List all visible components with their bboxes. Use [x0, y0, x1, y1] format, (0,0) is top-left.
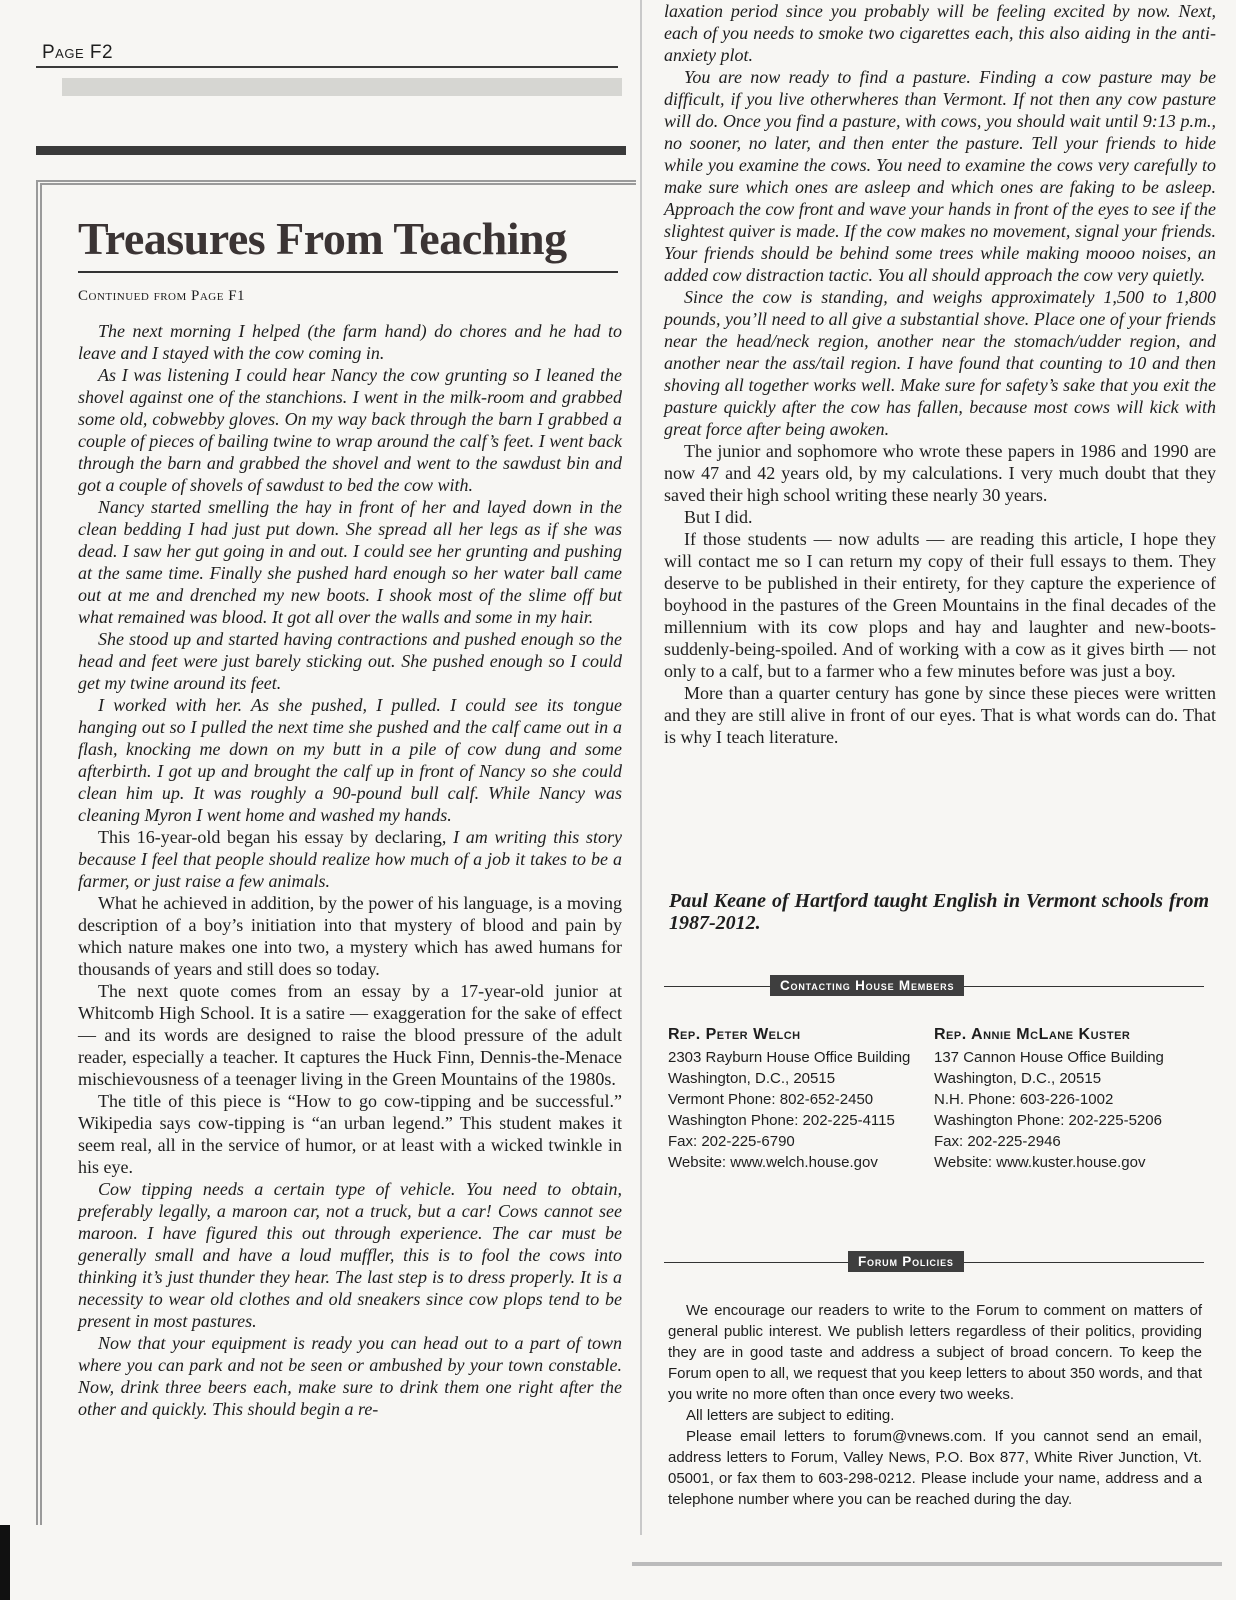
article-paragraph: As I was listening I could hear Nancy the cow grunting so I leaned the shovel against one of the stanchions. I went in the milk-room and grabbed some old, cobwebby gloves. On my way back through the barn I grabbed a couple of pieces of bailing twine to wrap around the calf’s feet. I went back through the barn and grabbed the shovel and went to the sawdust bin and got a couple of shovels of sawdust to bed the cow with.	[78, 365, 622, 495]
article-paragraph: Now that your equipment is ready you can head out to a part of town where you can park and not be seen or ambushed by your town constable. Now, drink three beers each, make sure to drink them one right after the other and quickly. This should begin a re-	[78, 1333, 622, 1419]
contact-line: 137 Cannon House Office Building	[934, 1049, 1164, 1066]
page-label: Page F2	[42, 42, 114, 63]
bleed-through-band	[62, 78, 622, 96]
article-paragraph: If those students — now adults — are reading this article, I hope they will contact me so I can return my copy of their full essays to them. They deserve to be published in their entirety, for they capture the experience of boyhood in the pastures of the Green Mountains in the final decades of the millennium with its cow plops and hay and laughter and new-boots-suddenly-being-spoiled. And of working with a cow as it gives birth — not only to a calf, but to a farmer who a few minutes before was just a boy.	[664, 529, 1216, 681]
rep-kuster-contact	[934, 1024, 1164, 1173]
article-paragraph: Since the cow is standing, and weighs approximately 1,500 to 1,800 pounds, you’ll need to all give a substantial shove. Place one of your friends near the head/neck region, another near the stomach/udder region, and another near the ass/tail region. I have found that counting to 10 and then shoving all together works well. Make sure for safety’s sake that you exit the pasture quickly after the cow has fallen, because most cows will kick with great force after being awoken.	[664, 287, 1216, 439]
article-paragraph: The junior and sophomore who wrote these papers in 1986 and 1990 are now 47 and 42 years old, by my calculations. I very much doubt that they saved their high school writing these nearly 30 years.	[664, 441, 1216, 505]
contact-line: 2303 Rayburn House Office Building	[668, 1049, 911, 1066]
contact-line: Washington, D.C., 20515	[668, 1070, 836, 1087]
heavy-rule	[36, 146, 626, 155]
forum-policies-text	[668, 1300, 1202, 1510]
rep-welch-contact	[668, 1024, 910, 1173]
article-paragraph: What he achieved in addition, by the power of his language, is a moving description of a boy’s initiation into that mystery of blood and pain by which nature makes one into two, a mystery which has awed humans for thousands of years and still does so today.	[78, 893, 622, 979]
essay-intro-quote: I am writing this story because I feel that people should realize how much of a job it takes to be a farmer, or just raise a few animals.	[78, 827, 622, 891]
contact-line: Website: www.welch.house.gov	[668, 1154, 878, 1171]
article-paragraph: laxation period since you probably will be feeling excited by now. Next, each of you needs to smoke two cigarettes each, this also aiding in the anti-anxiety plot.	[664, 1, 1216, 65]
article-paragraph: Cow tipping needs a certain type of vehicle. You need to obtain, preferably legally, a maroon car, not a truck, but a car! Cows cannot see maroon. I have figured this out through experience. The car must be generally small and have a loud muffler, this is to fool the cows into thinking it’s just thunder they hear. The last step is to dress properly. It is a necessity to wear old clothes and old sneakers since cow plops tend to be present in most pastures.	[78, 1179, 622, 1331]
article-paragraph: More than a quarter century has gone by since these pieces were written and they are still alive in front of our eyes. That is what words can do. That is why I teach literature.	[664, 683, 1216, 747]
essay-intro-paragraph	[78, 826, 622, 892]
article-headline: Treasures From Teaching	[78, 212, 618, 273]
article-paragraph: Nancy started smelling the hay in front of her and layed down in the clean bedding I had just put down. She spread all her legs as if she was dead. I saw her gut going in and out. I could see her grunting and pushing at the same time. Finally she pushed hard enough so her water ball came out at me and drenched my new boots. I shook most of the slime off but what remained was blood. It got all over the walls and some in my hair.	[78, 497, 622, 627]
right-column	[664, 0, 1216, 748]
contact-line: Washington Phone: 202-225-5206	[934, 1112, 1162, 1129]
contacting-heading-label: Contacting House Members	[770, 975, 964, 996]
bottom-rule	[632, 1562, 1222, 1566]
author-byline: Paul Keane of Hartford taught English in Vermont schools from 1987-2012.	[669, 890, 1209, 934]
contact-line: Washington Phone: 202-225-4115	[668, 1112, 895, 1129]
left-column	[78, 320, 622, 1420]
contact-line: Fax: 202-225-6790	[668, 1133, 795, 1150]
contact-line: Vermont Phone: 802-652-2450	[668, 1091, 874, 1108]
policy-paragraph: All letters are subject to editing.	[686, 1407, 895, 1424]
policy-paragraph: We encourage our readers to write to the Forum to comment on matters of general public interest. We publish letters regardless of their politics, providing they are in good taste and address a subject of broad concern. To keep the Forum open to all, we request that you keep letters to about 350 words, and that you write no more often than once every two weeks.	[668, 1302, 1202, 1403]
rep-welch-name: Rep. Peter Welch	[668, 1026, 801, 1043]
article-paragraph: The title of this piece is “How to go cow-tipping and be successful.” Wikipedia says cow-tipping is “an urban legend.” This student makes it seem real, all in the service of humor, or at least with a wicked twinkle in his eye.	[78, 1091, 622, 1177]
scan-edge-mark	[0, 1525, 10, 1600]
contact-line: Washington, D.C., 20515	[934, 1070, 1102, 1087]
left-paragraphs-group-2	[78, 892, 622, 1420]
left-paragraphs-group-1	[78, 320, 622, 826]
rep-kuster-name: Rep. Annie McLane Kuster	[934, 1026, 1131, 1043]
article-paragraph: You are now ready to find a pasture. Finding a cow pasture may be difficult, if you live otherwheres than Vermont. If not then any cow pasture will do. Once you find a pasture, with cows, you should wait until 9:13 p.m., no sooner, no later, and then enter the pasture. Tell your friends to hide while you examine the cows. You need to examine the cows very carefully to make sure which ones are asleep and which ones are faking to be asleep. Approach the cow front and wave your hands in front of the eyes to see if the slightest quiver is made. If the cow makes no movement, signal your friends. Your friends should be behind some trees while making moooo noises, an added cow distraction tactic. You all should approach the cow very quietly.	[664, 67, 1216, 285]
top-rule	[36, 66, 618, 68]
article-paragraph: The next morning I helped (the farm hand) do chores and he had to leave and I stayed with the cow coming in.	[78, 321, 622, 363]
essay-intro-plain: This 16-year-old began his essay by declaring,	[98, 827, 454, 847]
article-paragraph: But I did.	[684, 507, 753, 527]
policy-paragraph: Please email letters to forum@vnews.com. If you cannot send an email, address letters to Forum, Valley News, P.O. Box 877, White River Junction, Vt. 05001, or fax them to 603-298-0212. Please include your name, address and a telephone number where you can be reached during the day.	[668, 1428, 1202, 1508]
policies-heading-label: Forum Policies	[848, 1251, 964, 1272]
contacting-house-members-header	[664, 978, 1204, 1009]
contact-line: N.H. Phone: 603-226-1002	[934, 1091, 1114, 1108]
article-paragraph: The next quote comes from an essay by a 17-year-old junior at Whitcomb High School. It is a satire — exaggeration for the sake of effect — and its words are designed to raise the blood pressure of the adult reader, especially a teacher. It captures the Huck Finn, Dennis-the-Menace mischievousness of a teenager living in the Green Mountains of the 1980s.	[78, 981, 622, 1089]
forum-policies-header	[664, 1254, 1204, 1285]
contact-line: Fax: 202-225-2946	[934, 1133, 1061, 1150]
article-paragraph: She stood up and started having contractions and pushed enough so the head and feet were just barely sticking out. She pushed enough so I could get my twine around its feet.	[78, 629, 622, 693]
contact-line: Website: www.kuster.house.gov	[934, 1154, 1146, 1171]
article-paragraph: I worked with her. As she pushed, I pulled. I could see its tongue hanging out so I pulled the next time she pushed and the calf came out in a flash, knocking me down on my butt in a pile of cow dung and some afterbirth. I got up and brought the calf up in front of Nancy so she could clean him up. It was roughly a 90-pound bull calf. While Nancy was cleaning Myron I went home and washed my hands.	[78, 695, 622, 825]
continued-from-label: Continued from Page F1	[78, 288, 246, 304]
column-divider	[640, 0, 642, 1535]
